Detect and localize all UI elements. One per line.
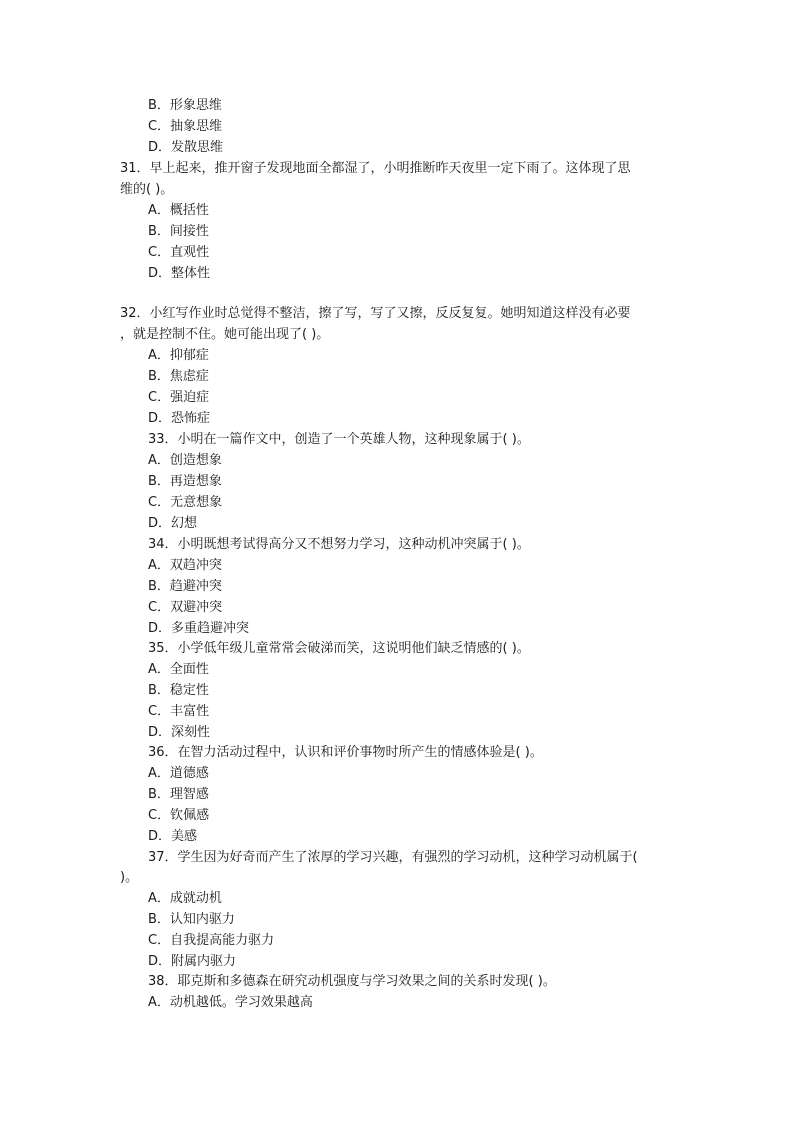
question-line: 35．小学低年级儿童常常会破涕而笑，这说明他们缺乏情感的( )。 — [148, 641, 530, 656]
option-line: A．全面性 — [148, 662, 209, 677]
question-line: 36．在智力活动过程中，认识和评价事物时所产生的情感体验是( )。 — [148, 745, 543, 760]
option-line: D．幻想 — [148, 516, 198, 531]
option-line: A．双趋冲突 — [148, 558, 222, 573]
option-line: B．焦虑症 — [148, 369, 209, 384]
option-line: C．直观性 — [148, 245, 210, 260]
option-line: B．趋避冲突 — [148, 579, 222, 594]
option-line: C．自我提高能力驱力 — [148, 933, 275, 948]
question-line: 维的( )。 — [120, 182, 174, 197]
option-line: B．间接性 — [148, 224, 209, 239]
question-line: )。 — [120, 870, 139, 885]
question-line: 31．早上起来，推开窗子发现地面全都湿了，小明推断昨天夜里一定下雨了。这体现了思 — [120, 161, 631, 176]
option-line: B．稳定性 — [148, 683, 209, 698]
option-line: C．抽象思维 — [148, 119, 223, 134]
option-line: A．创造想象 — [148, 453, 222, 468]
option-line: C．强迫症 — [148, 390, 210, 405]
option-line: C．双避冲突 — [148, 600, 223, 615]
question-line: 38．耶克斯和多德森在研究动机强度与学习效果之间的关系时发现( )。 — [148, 974, 556, 989]
option-line: B．再造想象 — [148, 474, 222, 489]
option-line: B．形象思维 — [148, 98, 222, 113]
option-line: A．动机越低。学习效果越高 — [148, 995, 313, 1010]
option-line: C．无意想象 — [148, 495, 223, 510]
option-line: A．概括性 — [148, 203, 209, 218]
question-line: 32．小红写作业时总觉得不整洁，擦了写，写了又擦，反反复复。她明知道这样没有必要 — [120, 306, 631, 321]
question-line: 34．小明既想考试得高分又不想努力学习，这种动机冲突属于( )。 — [148, 537, 530, 552]
option-line: D．多重趋避冲突 — [148, 621, 250, 636]
option-line: D．美感 — [148, 829, 198, 844]
option-line: C．钦佩感 — [148, 808, 210, 823]
question-line: ，就是控制不住。她可能出现了( )。 — [120, 327, 330, 342]
option-line: B．认知内驱力 — [148, 912, 235, 927]
option-line: D．附属内驱力 — [148, 954, 237, 969]
option-line: A．道德感 — [148, 766, 209, 781]
option-line: D．恐怖症 — [148, 411, 211, 426]
option-line: B．理智感 — [148, 787, 209, 802]
option-line: D．发散思维 — [148, 140, 224, 155]
option-line: D．整体性 — [148, 266, 211, 281]
option-line: A．成就动机 — [148, 891, 222, 906]
option-line: A．抑郁症 — [148, 348, 209, 363]
question-line: 33．小明在一篇作文中，创造了一个英雄人物，这种现象属于( )。 — [148, 432, 530, 447]
option-line: D．深刻性 — [148, 725, 211, 740]
question-line: 37．学生因为好奇而产生了浓厚的学习兴趣，有强烈的学习动机，这种学习动机属于( — [148, 850, 638, 865]
option-line: C．丰富性 — [148, 704, 210, 719]
